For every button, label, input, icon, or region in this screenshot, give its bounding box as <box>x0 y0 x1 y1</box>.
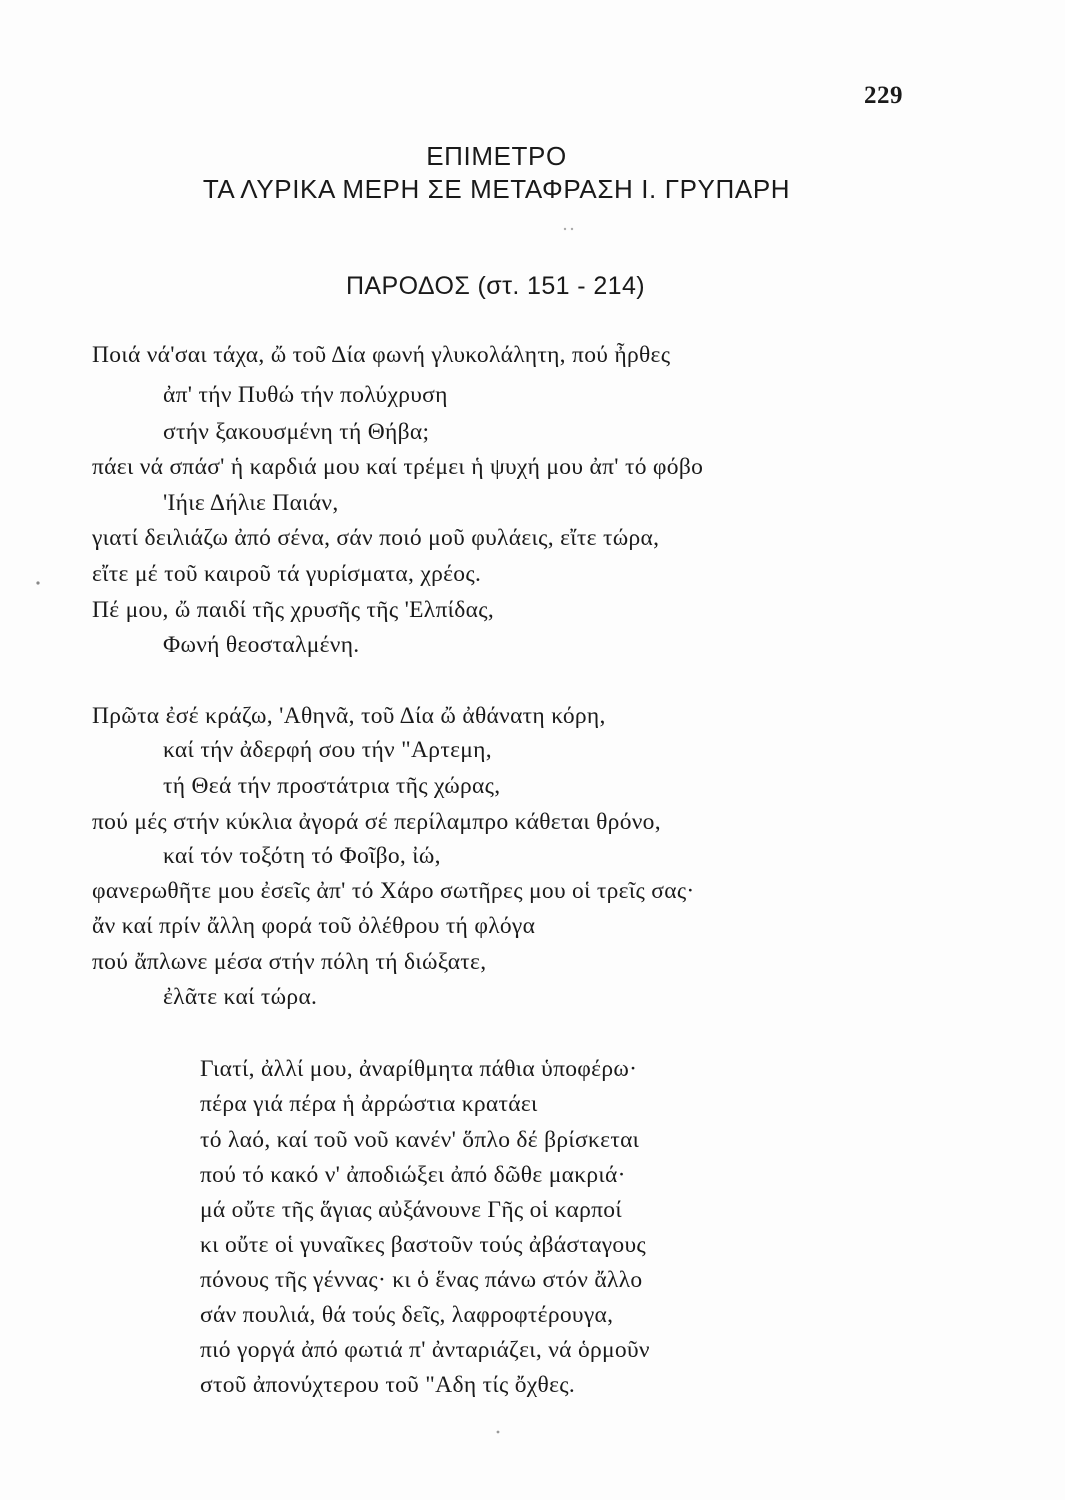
verse-line: Φωνή θεοσταλμένη. <box>163 632 360 658</box>
verse-line: πιό γοργά ἀπό φωτιά π' ἀνταριάζει, νά ὁρμοῦν <box>200 1337 650 1363</box>
verse-line: πέρα γιά πέρα ἡ ἀρρώστια κρατάει <box>200 1091 538 1117</box>
verse-line: εἴτε μέ τοῦ καιροῦ τά γυρίσματα, χρέος. <box>92 561 482 587</box>
verse-line: Πέ μου, ὤ παιδί τῆς χρυσῆς τῆς 'Ελπίδας, <box>92 597 495 623</box>
verse-line: πού μές στήν κύκλια ἀγορά σέ περίλαμπρο κάθεται θρόνο, <box>92 809 661 835</box>
verse-line: καί τόν τοξότη τό Φοῖβο, ἰώ, <box>163 843 441 869</box>
verse-line: στοῦ ἀπονύχτερου τοῦ "Αδη τίς ὄχθες. <box>200 1372 576 1398</box>
verse-line: πάει νά σπάσ' ἡ καρδιά μου καί τρέμει ἡ ψυχή μου ἀπ' τό φόβο <box>92 454 704 480</box>
verse-line: καί τήν ἀδερφή σου τήν "Αρτεμη, <box>163 737 492 763</box>
verse-line: ἄν καί πρίν ἄλλη φορά τοῦ ὀλέθρου τή φλόγα <box>92 913 536 939</box>
section-title-parodos: ΠΑΡΟΔΟΣ (στ. 151 - 214) <box>345 272 646 300</box>
verse-line: πόνους τῆς γέννας· κι ὁ ἕνας πάνω στόν ἄλλο <box>200 1267 643 1293</box>
verse-line: μά οὔτε τῆς ἅγιας αὐξάνουνε Γῆς οἱ καρποί <box>200 1197 622 1223</box>
verse-line: πού τό κακό ν' ἀποδιώξει ἀπό δῶθε μακριά· <box>200 1162 626 1188</box>
verse-line: τό λαό, καί τοῦ νοῦ κανέν' ὅπλο δέ βρίσκεται <box>200 1127 640 1153</box>
verse-line: ἐλᾶτε καί τώρα. <box>163 984 318 1010</box>
heading-epimetro: ΕΠΙΜΕΤΡΟ <box>426 141 567 171</box>
verse-line: Ποιά νά'σαι τάχα, ὤ τοῦ Δία φωνή γλυκολάλητη, πού ἦρθες <box>92 342 671 368</box>
verse-line: 'Ιήιε Δήλιε Παιάν, <box>163 490 339 516</box>
verse-line: σάν πουλιά, θά τούς δεῖς, λαφροφτέρουγα, <box>200 1302 614 1328</box>
page-number: 229 <box>864 82 903 109</box>
verse-line: πού ἄπλωνε μέσα στήν πόλη τή διώξατε, <box>92 949 487 975</box>
verse-line: γιατί δειλιάζω ἀπό σένα, σάν ποιό μοῦ φυλάεις, εἴτε τώρα, <box>92 525 660 551</box>
heading-subtitle: ΤΑ ΛΥΡΙΚΑ ΜΕΡΗ ΣΕ ΜΕΤΑΦΡΑΣΗ Ι. ΓΡΥΠΑΡΗ <box>202 174 791 204</box>
verse-line: τή Θεά τήν προστάτρια τῆς χώρας, <box>163 773 501 799</box>
verse-line: Πρῶτα ἐσέ κράζω, 'Αθηνᾶ, τοῦ Δία ὤ ἀθάνατη κόρη, <box>92 703 606 729</box>
verse-line: Γιατί, ἀλλί μου, ἀναρίθμητα πάθια ὑποφέρω· <box>200 1056 638 1082</box>
verse-line: φανερωθῆτε μου ἐσεῖς ἀπ' τό Χάρο σωτῆρες μου οἱ τρεῖς σας· <box>92 878 695 904</box>
verse-line: ἀπ' τήν Πυθώ τήν πολύχρυση <box>163 382 448 408</box>
verse-line: στήν ξακουσμένη τή Θήβα; <box>163 419 430 445</box>
verse-line: κι οὔτε οἱ γυναῖκες βαστοῦν τούς ἀβάσταγους <box>200 1232 646 1258</box>
